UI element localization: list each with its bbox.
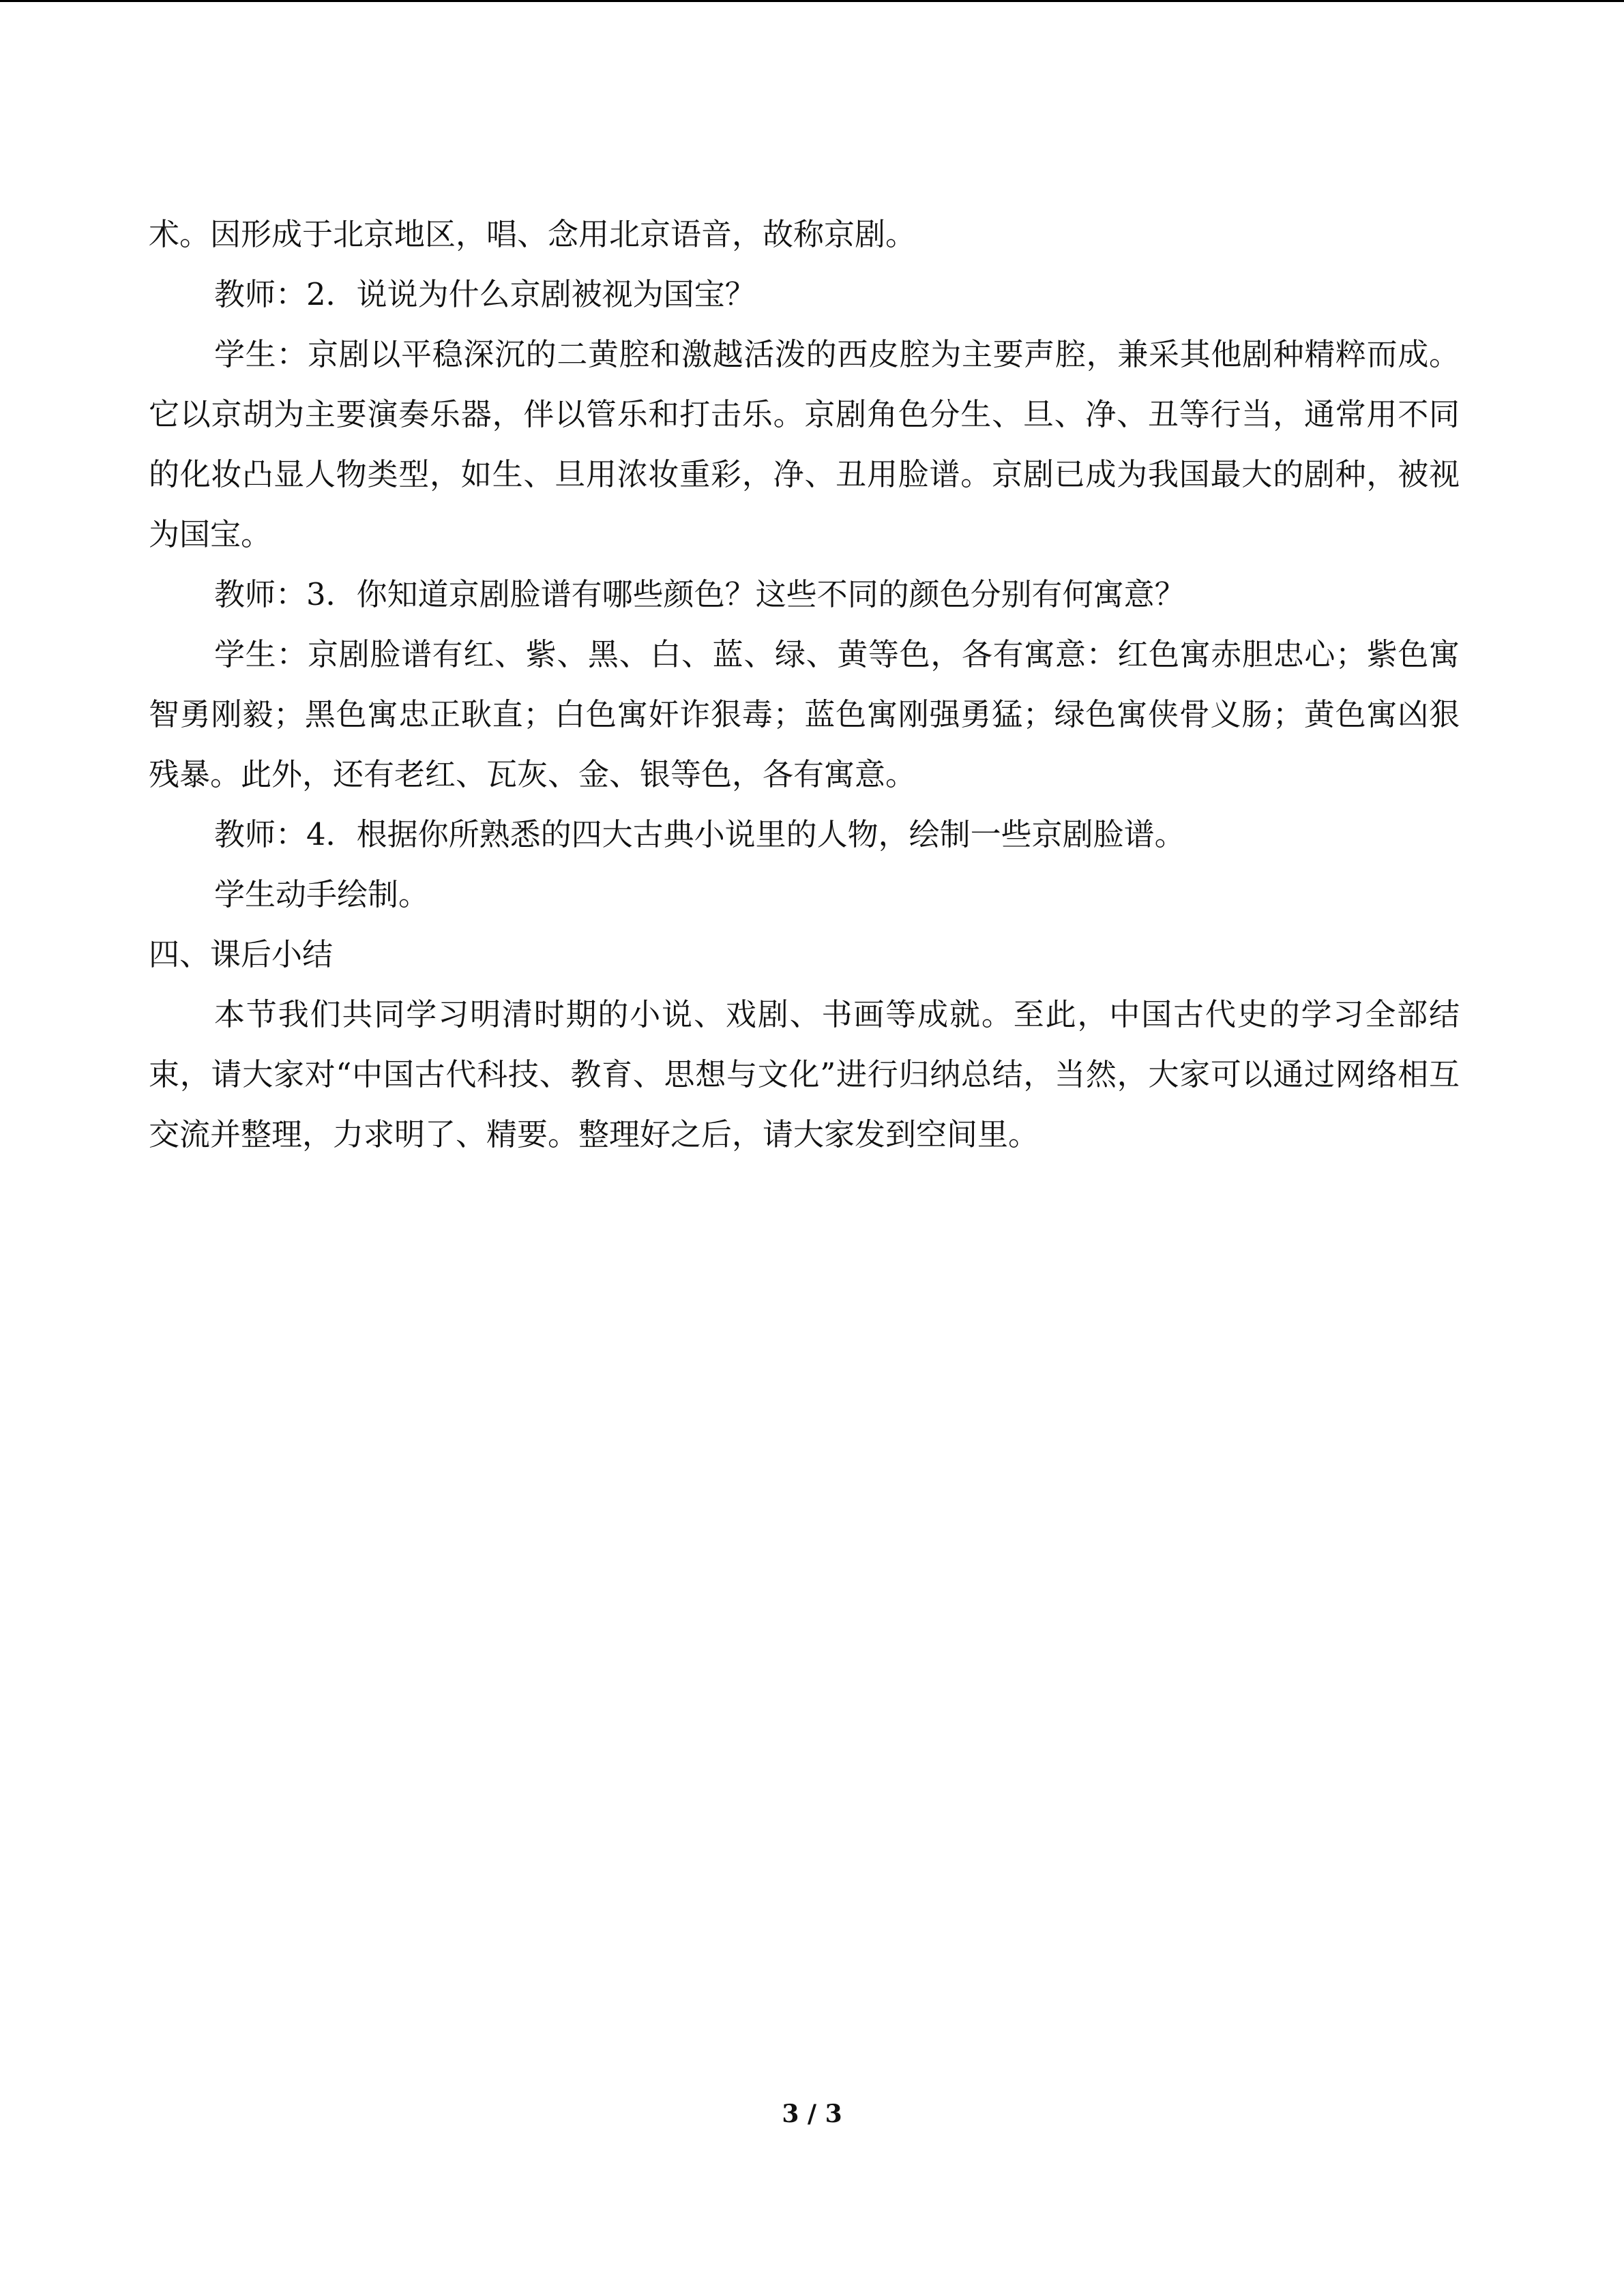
paragraph-student-answer-2: 学生：京剧以平稳深沉的二黄腔和激越活泼的西皮腔为主要声腔，兼采其他剧种精粹而成。它以京胡为主要演奏乐器，伴以管乐和打击乐。京剧角色分生、旦、净、丑等行当，通常用不同的化妆凸显人物类型，如生、旦用浓妆重彩，净、丑用脸谱。京剧已成为我国最大的剧种，被视为国宝。 [149,336,1460,552]
section-heading-summary: 四、课后小结 [149,936,334,972]
paragraph-continuation: 术。因形成于北京地区，唱、念用北京语音，故称京剧。 [149,216,917,252]
page-top-border [0,0,1624,2]
paragraph-teacher-question-2: 教师：2．说说为什么京剧被视为国宝？ [214,276,756,312]
paragraph-teacher-question-4: 教师：4．根据你所熟悉的四大古典小说里的人物，绘制一些京剧脸谱。 [214,816,1185,852]
paragraph-student-activity: 学生动手绘制。 [214,876,430,912]
paragraph-teacher-question-3: 教师：3．你知道京剧脸谱有哪些颜色？这些不同的颜色分别有何寓意？ [214,576,1185,612]
document-body [149,205,1460,1165]
paragraph-student-answer-3: 学生：京剧脸谱有红、紫、黑、白、蓝、绿、黄等色，各有寓意：红色寓赤胆忠心；紫色寓智勇刚毅；黑色寓忠正耿直；白色寓奸诈狠毒；蓝色寓刚强勇猛；绿色寓侠骨义肠；黄色寓凶狠残暴。此外，还有老红、瓦灰、金、银等色，各有寓意。 [149,636,1460,792]
paragraph-summary: 本节我们共同学习明清时期的小说、戏剧、书画等成就。至此，中国古代史的学习全部结束，请大家对“中国古代科技、教育、思想与文化”进行归纳总结，当然，大家可以通过网络相互交流并整理，力求明了、精要。整理好之后，请大家发到空间里。 [149,996,1460,1152]
page-number: 3 / 3 [782,2100,842,2128]
